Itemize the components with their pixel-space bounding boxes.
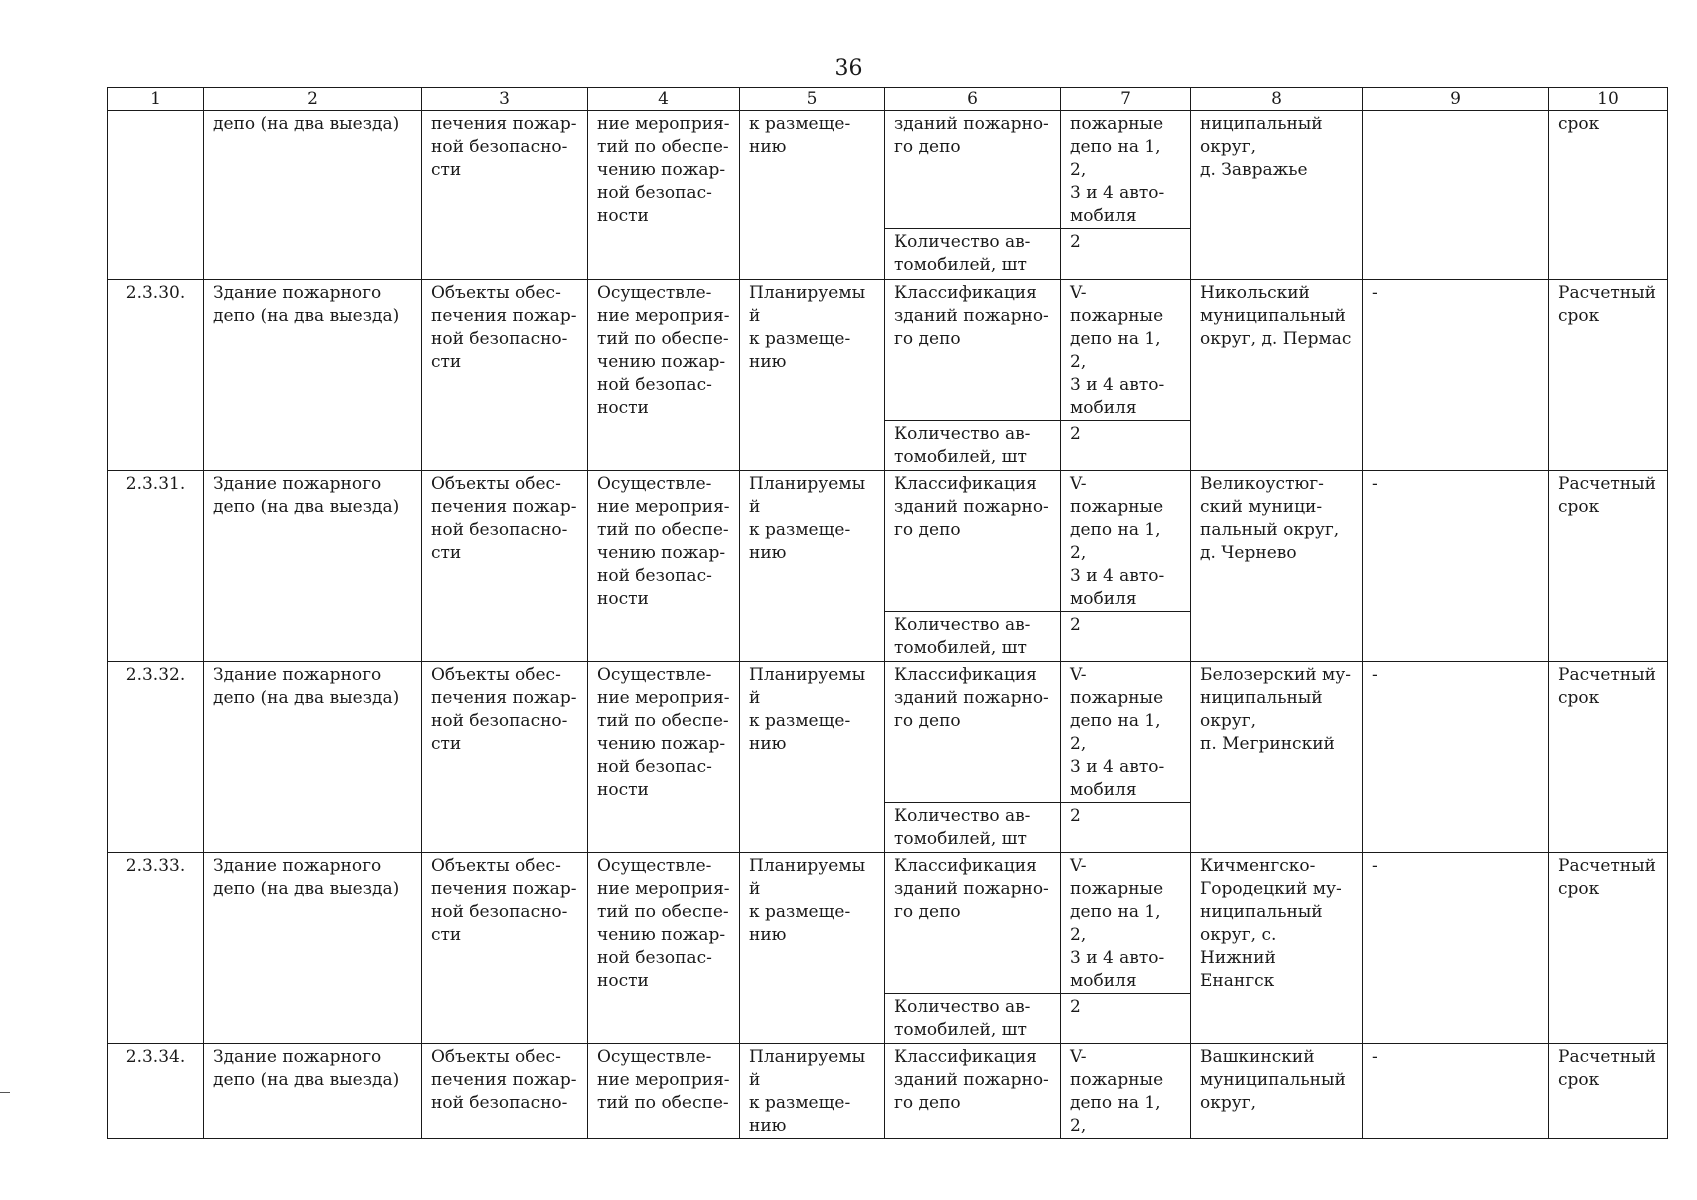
cell-purpose: Осуществле- ние мероприя- тий по обеспе- чению пожар- ной безопас- ности [588, 662, 740, 853]
margin-mark [0, 1092, 10, 1093]
column-number: 8 [1191, 88, 1363, 111]
cell-number: 2.3.30. [108, 280, 204, 471]
cell-characteristic-type: Классификация зданий пожарно- го депо [885, 471, 1061, 612]
cell-zone: - [1363, 471, 1549, 662]
cell-zone: - [1363, 853, 1549, 1044]
registry-table [107, 87, 1668, 1139]
cell-status: к размеще- нию [740, 111, 885, 280]
column-number: 1 [108, 88, 204, 111]
cell-object-category: Объекты обес- печения пожар- ной безопасно- [422, 1044, 588, 1139]
cell-vehicle-count-label: Количество ав- томобилей, шт [885, 803, 1061, 853]
cell-number: 2.3.34. [108, 1044, 204, 1139]
cell-vehicle-count-label: Количество ав- томобилей, шт [885, 229, 1061, 280]
cell-characteristic-type: зданий пожарно- го депо [885, 111, 1061, 229]
cell-characteristic-type: Классификация зданий пожарно- го депо [885, 662, 1061, 803]
cell-object-name: Здание пожарного депо (на два выезда) [204, 662, 422, 853]
cell-status: Планируемый к размеще- нию [740, 1044, 885, 1139]
cell-vehicle-count-value: 2 [1061, 421, 1191, 471]
cell-characteristic-type: Классификация зданий пожарно- го депо [885, 853, 1061, 994]
cell-number: 2.3.31. [108, 471, 204, 662]
cell-characteristic-value: V- пожарные депо на 1, 2, 3 и 4 авто- мобиля [1061, 471, 1191, 612]
column-number: 7 [1061, 88, 1191, 111]
cell-object-name: Здание пожарного депо (на два выезда) [204, 853, 422, 1044]
page-number: 36 [834, 56, 863, 81]
cell-vehicle-count-label: Количество ав- томобилей, шт [885, 612, 1061, 662]
column-number: 5 [740, 88, 885, 111]
cell-vehicle-count-value: 2 [1061, 994, 1191, 1044]
cell-object-name: Здание пожарного депо (на два выезда) [204, 471, 422, 662]
cell-characteristic-value: V- пожарные депо на 1, 2, 3 и 4 авто- мобиля [1061, 853, 1191, 994]
cell-term: Расчетный срок [1549, 662, 1668, 853]
table-row [108, 471, 1668, 612]
cell-location: ниципальный округ, д. Завражье [1191, 111, 1363, 280]
cell-term: Расчетный срок [1549, 471, 1668, 662]
table-row [108, 1044, 1668, 1139]
cell-location: Вашкинский муниципальный округ, [1191, 1044, 1363, 1139]
cell-object-name: Здание пожарного депо (на два выезда) [204, 1044, 422, 1139]
cell-characteristic-value: V- пожарные депо на 1, 2, 3 и 4 авто- мобиля [1061, 280, 1191, 421]
cell-location: Белозерский му- ниципальный округ, п. Мегринский [1191, 662, 1363, 853]
cell-characteristic-value: пожарные депо на 1, 2, 3 и 4 авто- мобиля [1061, 111, 1191, 229]
cell-object-category: Объекты обес- печения пожар- ной безопасно- сти [422, 853, 588, 1044]
cell-vehicle-count-value: 2 [1061, 612, 1191, 662]
cell-object-category: Объекты обес- печения пожар- ной безопасно- сти [422, 471, 588, 662]
cell-object-name: депо (на два выезда) [204, 111, 422, 280]
column-number: 6 [885, 88, 1061, 111]
cell-status: Планируемый к размеще- нию [740, 853, 885, 1044]
cell-location: Великоустюг- ский муници- пальный округ, д. Чернево [1191, 471, 1363, 662]
cell-object-category: печения пожар- ной безопасно- сти [422, 111, 588, 280]
cell-zone: - [1363, 280, 1549, 471]
cell-location: Кичменгско- Городецкий му- ниципальный округ, с. Нижний Енангск [1191, 853, 1363, 1044]
cell-term: Расчетный срок [1549, 853, 1668, 1044]
table-row [108, 280, 1668, 421]
cell-object-category: Объекты обес- печения пожар- ной безопасно- сти [422, 280, 588, 471]
cell-vehicle-count-label: Количество ав- томобилей, шт [885, 994, 1061, 1044]
cell-vehicle-count-label: Количество ав- томобилей, шт [885, 421, 1061, 471]
cell-term: срок [1549, 111, 1668, 280]
cell-zone: - [1363, 662, 1549, 853]
cell-number [108, 111, 204, 280]
table-row-continued [108, 111, 1668, 229]
column-number: 3 [422, 88, 588, 111]
cell-zone [1363, 111, 1549, 280]
cell-vehicle-count-value: 2 [1061, 229, 1191, 280]
cell-purpose: Осуществле- ние мероприя- тий по обеспе- чению пожар- ной безопас- ности [588, 853, 740, 1044]
column-number: 9 [1363, 88, 1549, 111]
cell-purpose: Осуществле- ние мероприя- тий по обеспе- [588, 1044, 740, 1139]
cell-zone: - [1363, 1044, 1549, 1139]
cell-object-category: Объекты обес- печения пожар- ной безопасно- сти [422, 662, 588, 853]
column-number: 2 [204, 88, 422, 111]
cell-characteristic-value: V- пожарные депо на 1, 2, 3 и 4 авто- мобиля [1061, 662, 1191, 803]
cell-term: Расчетный срок [1549, 280, 1668, 471]
cell-status: Планируемый к размеще- нию [740, 280, 885, 471]
column-number: 10 [1549, 88, 1668, 111]
cell-status: Планируемый к размеще- нию [740, 471, 885, 662]
cell-number: 2.3.32. [108, 662, 204, 853]
cell-purpose: Осуществле- ние мероприя- тий по обеспе- чению пожар- ной безопас- ности [588, 280, 740, 471]
cell-object-name: Здание пожарного депо (на два выезда) [204, 280, 422, 471]
cell-purpose: ние мероприя- тий по обеспе- чению пожар- ной безопас- ности [588, 111, 740, 280]
cell-number: 2.3.33. [108, 853, 204, 1044]
cell-vehicle-count-value: 2 [1061, 803, 1191, 853]
cell-location: Никольский муниципальный округ, д. Пермас [1191, 280, 1363, 471]
column-number: 4 [588, 88, 740, 111]
cell-characteristic-type: Классификация зданий пожарно- го депо [885, 280, 1061, 421]
cell-characteristic-value: V- пожарные депо на 1, 2, [1061, 1044, 1191, 1139]
cell-characteristic-type: Классификация зданий пожарно- го депо [885, 1044, 1061, 1139]
table-row [108, 853, 1668, 994]
table-row [108, 662, 1668, 803]
cell-term: Расчетный срок [1549, 1044, 1668, 1139]
column-number-header-row [108, 88, 1668, 111]
cell-status: Планируемый к размеще- нию [740, 662, 885, 853]
cell-purpose: Осуществле- ние мероприя- тий по обеспе- чению пожар- ной безопас- ности [588, 471, 740, 662]
